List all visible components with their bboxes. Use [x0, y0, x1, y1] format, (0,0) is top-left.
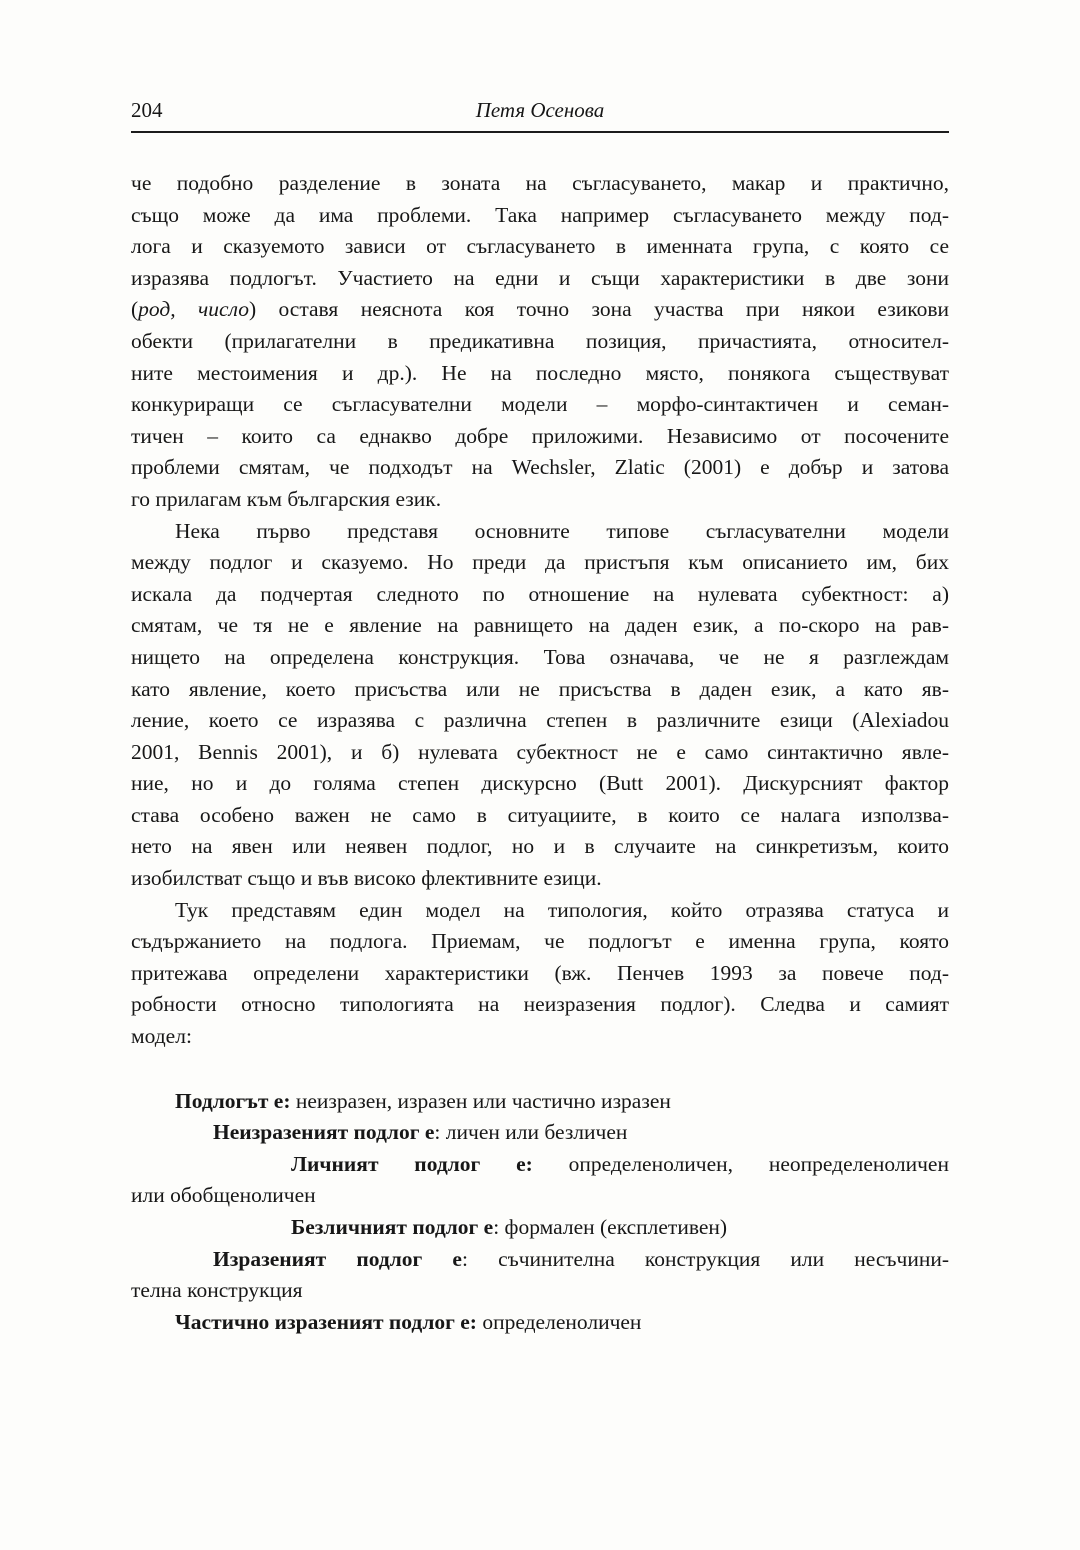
- model-term: Неизразеният подлог е: [213, 1120, 435, 1145]
- text-line: тичен – които са еднакво добре приложими. Независимо от посочените: [131, 423, 949, 448]
- model-block: [131, 1086, 949, 1339]
- text-line: искала да подчертая следното по отношение на нулевата субектност: а): [131, 581, 949, 606]
- model-line: [131, 1307, 949, 1339]
- page-number: 204: [131, 98, 163, 122]
- model-value: : формален (експлетивен): [493, 1215, 728, 1239]
- model-term: Подлогът е:: [175, 1088, 291, 1113]
- model-term: Безличният подлог е: [291, 1215, 494, 1239]
- model-line-wrap: или обобщеноличен: [131, 1183, 316, 1208]
- text-line: Нека първо представя основните типове съгласувателни модели: [175, 518, 949, 543]
- text-line: (род, число) оставя неяснота коя точно зона участва при някои езикови: [131, 297, 949, 322]
- model-value: неизразен, изразен или частично изразен: [290, 1088, 671, 1113]
- text-line: че подобно разделение в зоната на съгласуването, макар и практично,: [131, 171, 949, 195]
- model-line: [131, 1244, 949, 1276]
- model-line: [131, 1212, 949, 1244]
- model-line: [131, 1149, 949, 1181]
- model-line: [131, 1086, 949, 1118]
- text-line: робности относно типологията на неизразения подлог). Следва и самият: [131, 992, 949, 1017]
- text-line: го прилагам към българския език.: [131, 486, 442, 511]
- paragraph: [131, 516, 949, 895]
- page-body: [131, 168, 949, 1338]
- text-line: става особено важен не само в ситуациите, в които се налага използва-: [131, 802, 949, 827]
- text-line: проблеми смятам, че подходът на Wechsler, Zlatic (2001) е добър и затова: [131, 455, 949, 480]
- model-value: : съчинителна конструкция или несъчини-: [461, 1246, 950, 1271]
- model-value: определеноличен, неопределеноличен: [532, 1151, 949, 1176]
- text-line: ните местоимения и др.). Не на последно място, понякога съществуват: [131, 360, 949, 385]
- text-line: Тук представям един модел на типология, който отразява статуса и: [175, 897, 949, 922]
- text-line: модел:: [131, 1024, 192, 1049]
- paragraph: [131, 168, 949, 516]
- text-line: съдържанието на подлога. Приемам, че подлогът е именна група, която: [131, 929, 949, 954]
- paragraph: [131, 895, 949, 1053]
- text-line: между подлог и сказуемо. Но преди да пристъпя към описанието им, бих: [131, 550, 949, 575]
- model-line: [131, 1117, 949, 1149]
- text-line: лога и сказуемото зависи от съгласуването в именната група, с която се: [131, 234, 949, 259]
- text-line: ние, но и до голяма степен дискурсно (Butt 2001). Дискурсният фактор: [131, 771, 949, 796]
- text-line: притежава определени характеристики (вж. Пенчев 1993 за повече под-: [131, 960, 949, 985]
- text-line: обекти (прилагателни в предикативна позиция, причастията, относител-: [131, 328, 949, 353]
- text-line: изразява подлогът. Участието на едни и същи характеристики в две зони: [131, 265, 949, 290]
- italic-phrase: род, число: [138, 297, 249, 322]
- model-value: определеноличен: [476, 1309, 642, 1334]
- header-rule: [131, 131, 949, 133]
- text-line: нището на определена конструкция. Това означава, че не я разглеждам: [131, 644, 949, 669]
- model-term: Личният подлог е:: [291, 1151, 533, 1176]
- running-head: Петя Осенова: [475, 98, 605, 122]
- text-line: ление, което се изразява с различна степен в различните езици (Alexiadou: [131, 708, 949, 733]
- model-term: Изразеният подлог е: [213, 1246, 462, 1271]
- text-line: конкуриращи се съгласувателни модели – морфо-синтактичен и семан-: [131, 392, 949, 417]
- text-line: 2001, Bennis 2001), и б) нулевата субектност не е само синтактично явле-: [131, 739, 949, 764]
- text-line: като явление, което присъства или не присъства в даден език, а като яв-: [131, 676, 949, 701]
- text-line: смятам, че тя не е явление на равнището на даден език, а по-скоро на рав-: [131, 613, 949, 638]
- model-value: : личен или безличен: [434, 1120, 628, 1145]
- text-line: изобилстват също и във високо флективните езици.: [131, 866, 602, 891]
- text-line: нето на явен или неявен подлог, но и в случаите на синкретизъм, които: [131, 834, 949, 859]
- page-header: [131, 98, 949, 122]
- text-line: също може да има проблеми. Така например съгласуването между под-: [131, 202, 949, 227]
- model-term: Частично изразеният подлог е:: [175, 1309, 477, 1334]
- model-line-wrap: телна конструкция: [131, 1278, 303, 1303]
